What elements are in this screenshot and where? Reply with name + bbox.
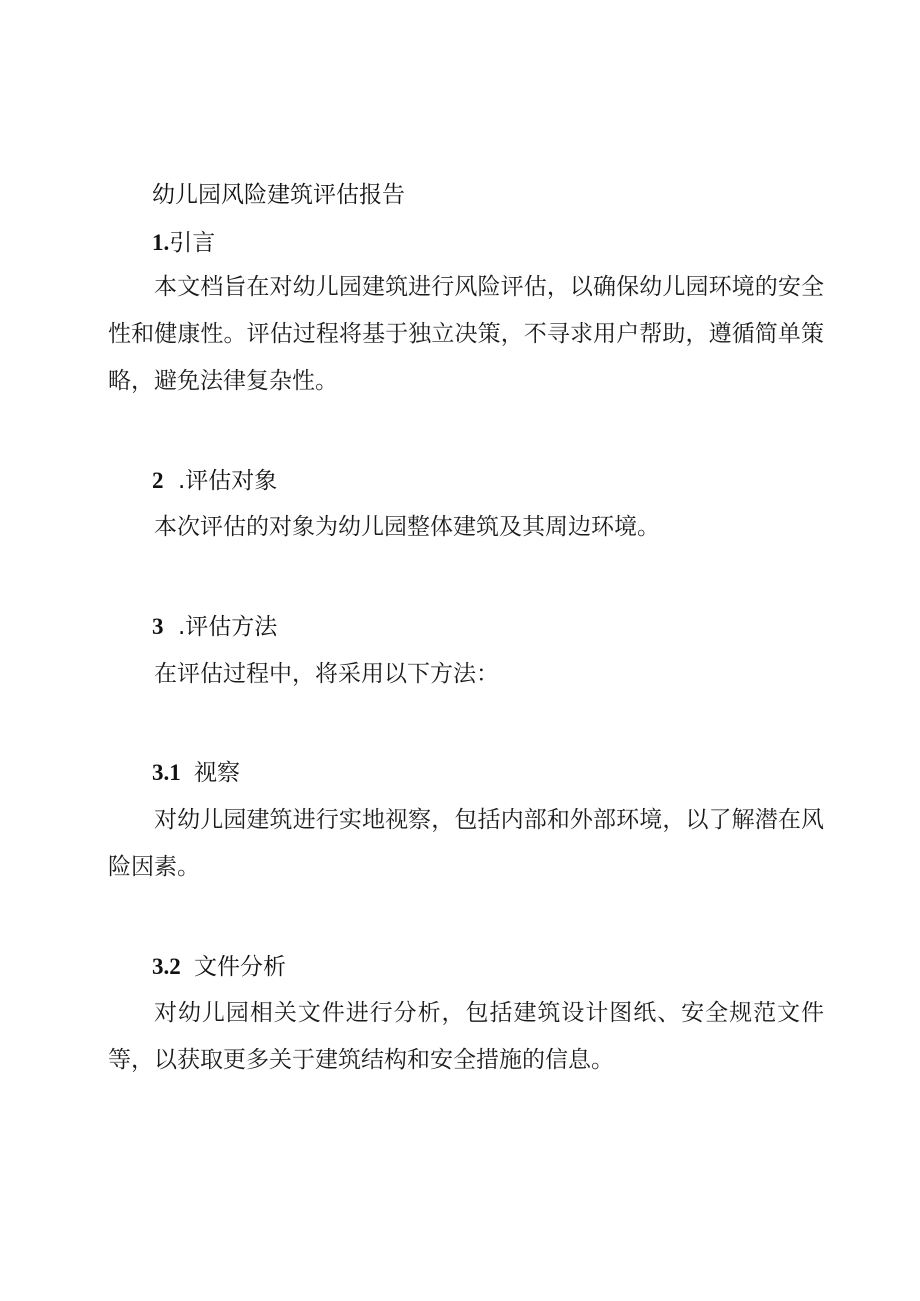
section-number: 3.2	[152, 954, 181, 979]
section-paragraph-assessment-object: 本次评估的对象为幼儿园整体建筑及其周边环境。	[154, 514, 660, 540]
section-paragraph-document-analysis: 对幼儿园相关文件进行分析，包括建筑设计图纸、安全规范文件等，以获取更多关于建筑结构和安全措施的信息。	[108, 1000, 824, 1073]
section-heading-document-analysis	[152, 955, 286, 979]
section-heading-text: 引言	[169, 230, 216, 256]
section-heading-text: .评估方法	[178, 614, 278, 640]
section-number: 1.	[152, 230, 170, 255]
section-paragraph-assessment-method: 在评估过程中，将采用以下方法：	[154, 661, 499, 687]
section-heading-assessment-object	[152, 469, 277, 493]
section-heading-introduction	[152, 231, 215, 255]
section-number: 2	[152, 468, 164, 493]
section-heading-text: 文件分析	[194, 954, 286, 980]
section-heading-inspection	[152, 761, 240, 785]
section-number: 3.1	[152, 760, 181, 785]
section-paragraph-inspection: 对幼儿园建筑进行实地视察，包括内部和外部环境，以了解潜在风险因素。	[108, 807, 824, 880]
document-title: 幼儿园风险建筑评估报告	[152, 182, 405, 208]
section-heading-assessment-method	[152, 615, 277, 639]
section-number: 3	[152, 614, 164, 639]
section-heading-text: 视察	[194, 760, 240, 786]
section-heading-text: .评估对象	[178, 468, 278, 494]
section-paragraph-introduction: 本文档旨在对幼儿园建筑进行风险评估，以确保幼儿园环境的安全性和健康性。评估过程将基于独立决策，不寻求用户帮助，遵循简单策略，避免法律复杂性。	[108, 274, 824, 394]
